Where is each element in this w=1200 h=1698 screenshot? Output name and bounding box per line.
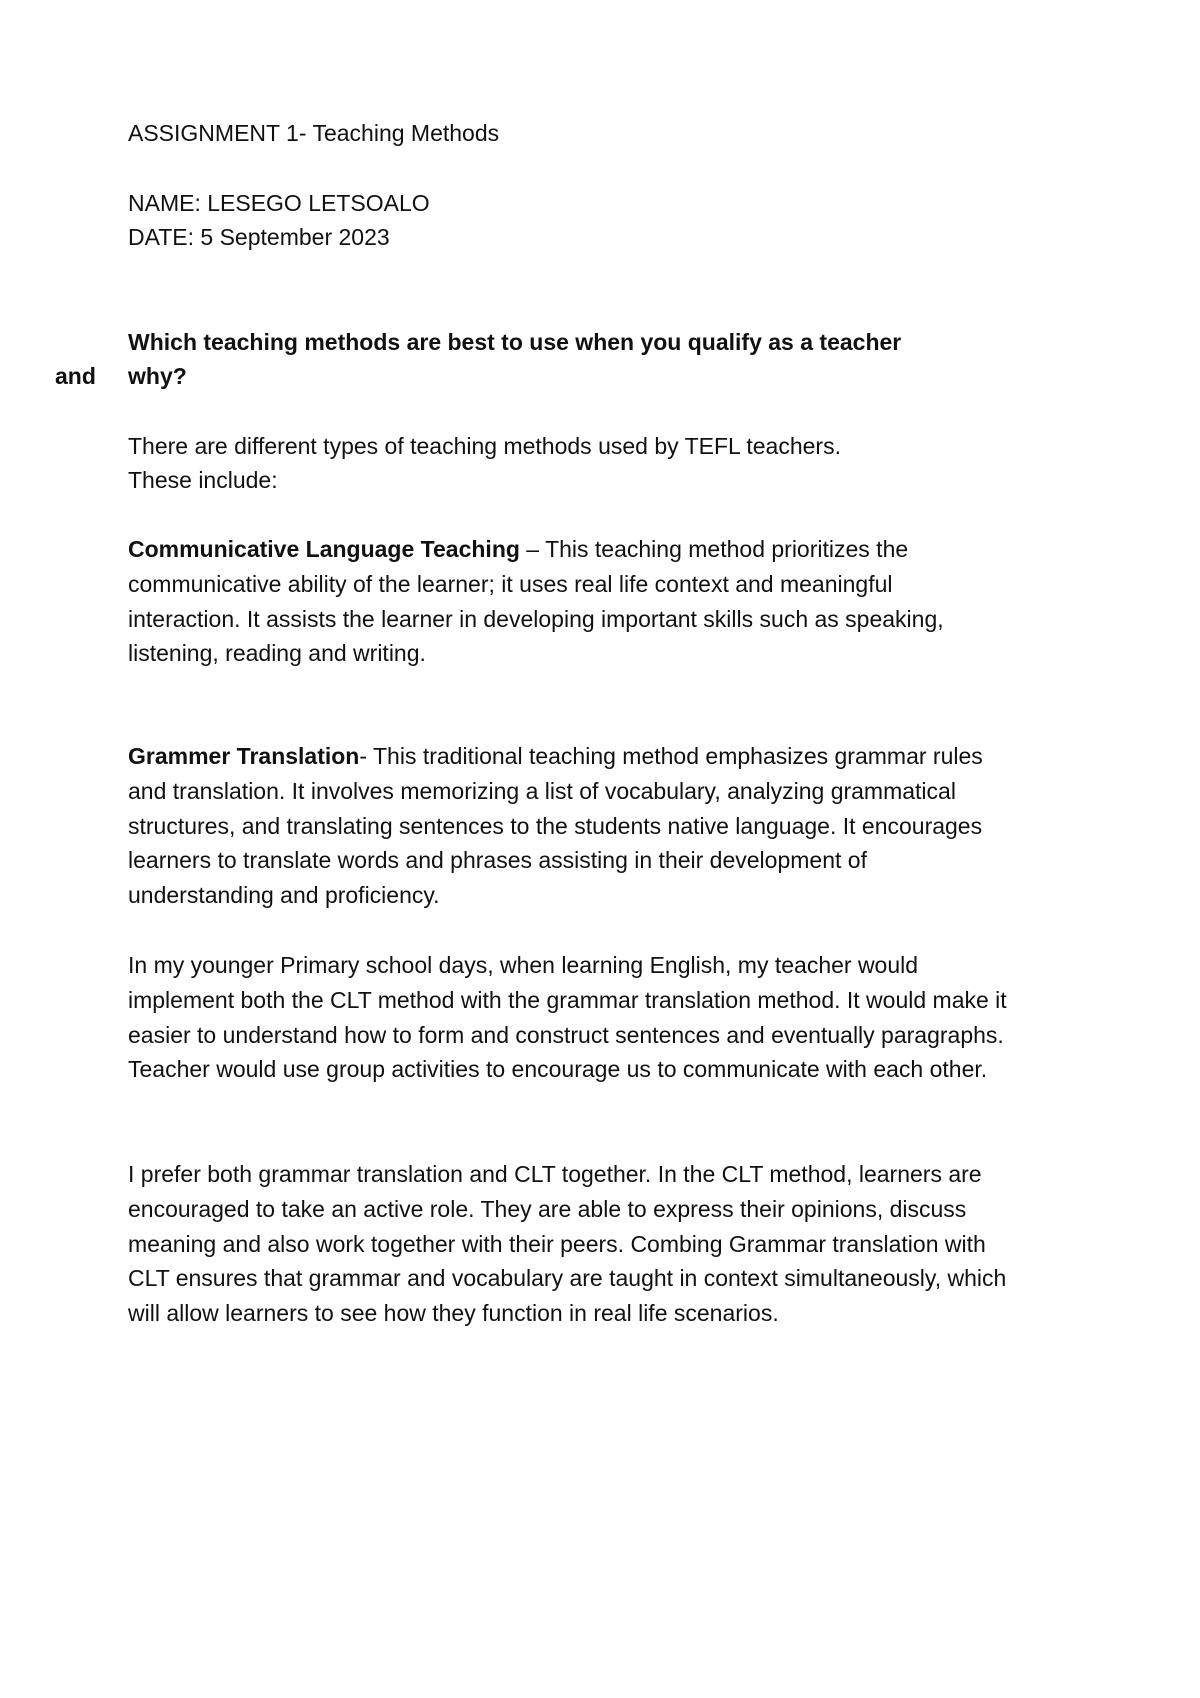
grammar-translation-description: - This traditional teaching method emphasizes grammar rules and translation. It involves memorizing a list of vocabulary, analyzing grammatical structures, and translating sentences to the students native language. It encourages learners to translate words and phrases assisting in their development of understanding and proficiency. <box>128 743 983 909</box>
clt-term: Communicative Language Teaching <box>128 536 520 562</box>
question-line-1: Which teaching methods are best to use when you qualify as a teacher <box>128 329 902 355</box>
grammar-translation-paragraph <box>128 739 1008 913</box>
intro-line-2: These include: <box>128 467 278 493</box>
preference-paragraph: I prefer both grammar translation and CLT together. In the CLT method, learners are encouraged to take an active role. They are able to express their opinions, discuss meaning and also work together with their peers. Combing Grammar translation with CLT ensures that grammar and vocabulary are taught in context simultaneously, which will allow learners to see how they function in real life scenarios. <box>128 1161 1007 1327</box>
submission-date: DATE: 5 September 2023 <box>128 224 390 250</box>
clt-paragraph <box>128 532 1008 671</box>
assignment-title: ASSIGNMENT 1- Teaching Methods <box>128 120 500 146</box>
student-name: NAME: LESEGO LETSOALO <box>128 190 430 216</box>
intro-line-1: There are different types of teaching methods used by TEFL teachers. <box>128 433 841 459</box>
clt-description: – This teaching method prioritizes the communicative ability of the learner; it uses real life context and meaningful interaction. It assists the learner in developing important skills such as speaking, listening, reading and writing. <box>128 536 944 667</box>
grammar-translation-term: Grammer Translation <box>128 743 360 769</box>
experience-paragraph: In my younger Primary school days, when learning English, my teacher would implement both the CLT method with the grammar translation method. It would make it easier to understand how to form and construct sentences and eventually paragraphs. Teacher would use group activities to encourage us to communicate with each other. <box>128 952 1007 1083</box>
question-line-2-rest: why? <box>128 363 187 389</box>
question-line-2-prefix: and <box>55 363 96 389</box>
